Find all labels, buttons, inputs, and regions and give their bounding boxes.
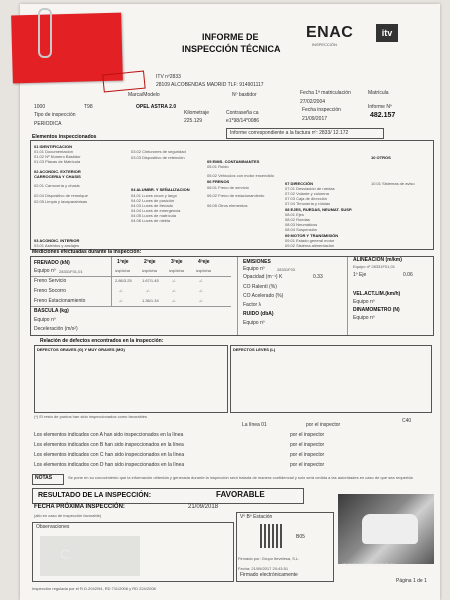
first-reg-date: 27/02/2004 — [300, 99, 326, 105]
result-label: RESULTADO DE LA INSPECCIÓN: — [38, 492, 152, 499]
frenado-equipo-label: Equipo nº — [34, 268, 56, 274]
paper-clip-icon — [38, 8, 52, 58]
vehicle-label-model: Marca/Modelo — [128, 92, 160, 98]
rule — [347, 257, 348, 335]
enac-sub: INSPECCIÓN — [312, 42, 337, 47]
section-title: 07 DIRECCIÓN — [285, 181, 314, 186]
title-line1: INFORME DE — [202, 32, 259, 42]
por-inspector: por el inspector — [290, 452, 325, 458]
section-item: 04.01 Luces cruce y largo — [131, 193, 177, 198]
line1-text: La línea 01 — [242, 422, 267, 428]
dyn-equipo: Equipo nº — [353, 315, 375, 321]
section-item: 08.03 Neumáticos — [285, 222, 318, 227]
emisiones-label: EMISIONES — [243, 259, 271, 265]
section-item: 06.02 Freno de estacionamiento — [207, 193, 265, 198]
station-code: B05 — [296, 534, 305, 540]
brake-val: -/- — [172, 298, 176, 303]
brake-row-label: Freno Socorro — [34, 288, 66, 294]
section-title: 09 MOTOR Y TRANSMISIÓN — [285, 233, 339, 238]
axle-2: 2ºeje — [144, 259, 156, 265]
brake-val: 1.67/1.45 — [142, 278, 159, 283]
line1-inspector: por el inspector — [306, 422, 341, 428]
por-inspector: por el inspector — [290, 432, 325, 438]
red-tag — [11, 13, 123, 84]
inspected-line-a: Los elementos indicados con A han sido inspeccionados en la línea — [34, 432, 184, 438]
ruido-equipo: Equipo nº — [243, 320, 265, 326]
result-value: FAVORABLE — [216, 490, 265, 499]
brake-val: -/- — [172, 278, 176, 283]
section-title: 01 IDENTIFICACION — [34, 144, 73, 149]
signed-label: Firmado electrónicamente — [240, 572, 298, 578]
vehicle-label-first-reg: Fecha 1ª matriculación — [300, 90, 351, 96]
axle-sub: izq/dcha — [142, 268, 157, 273]
emisiones-equipo-label: Equipo nº — [243, 266, 265, 272]
measures-title: Mediciones efectuadas durante la inspección: — [32, 249, 142, 255]
leve-defects-box — [230, 345, 432, 413]
brake-val: 2.86/3.25 — [115, 278, 132, 283]
vehicle-model: OPEL ASTRA 2.0 — [136, 104, 177, 110]
type-value: PERIODICA — [34, 121, 62, 127]
measures-box — [30, 256, 434, 336]
inspected-line-d: Los elementos indicados con D han sido inspeccionados en la línea — [34, 462, 185, 468]
section-title: 02 ACONDIC. EXTERIOR CARROCERIA Y CHASIS — [34, 169, 81, 179]
section-item: 06.01 Freno de servicio — [207, 185, 249, 190]
brake-row-label: Freno Estacionamiento — [34, 298, 86, 304]
section-item: 04.05 Luces de matrícula — [131, 213, 176, 218]
report-number: 482.157 — [370, 112, 396, 119]
vehicle-left-val-2: T98 — [84, 104, 93, 110]
factura-text: Informe correspondiente a la factura nº: 2833/ 12.172 — [230, 130, 349, 136]
axle-3: 3ºeje — [171, 259, 183, 265]
axle-sub: izq/dcha — [115, 268, 130, 273]
section-title: 05 EMIS. CONTAMINANTES — [207, 159, 260, 164]
elements-grid — [30, 140, 434, 250]
section-item: 05.01 Ruido — [207, 164, 229, 169]
next-insp-label: FECHA PRÓXIMA INSPECCIÓN: — [34, 504, 125, 510]
opacidad-label: Opacidad (m⁻¹) K — [243, 274, 283, 280]
favorable-note: (*) El resto de puntos han sido inspeccionados como favorables — [34, 414, 147, 419]
page-number: Página 1 de 1 — [396, 578, 427, 584]
title-line2: INSPECCIÓN TÉCNICA — [182, 44, 281, 54]
eje1-value: 0.06 — [403, 272, 413, 278]
section-item: 04.02 Luces de posición — [131, 198, 175, 203]
section-item: 02.01 Carrocería y chasis — [34, 183, 80, 188]
section-item: 08.02 Ruedas — [285, 217, 310, 222]
station-name: ITV nº2833 — [156, 74, 181, 80]
axle-4: 4ºeje — [198, 259, 210, 265]
contrast-value: e1*98/14*0086 — [226, 118, 260, 124]
car-image — [362, 514, 418, 544]
inspection-report-page — [20, 4, 440, 600]
vehicle-label-vin: Nº bastidor — [232, 92, 257, 98]
vel-label: VEL.ACT.LIM.(km/h) — [353, 291, 401, 297]
next-insp-note: (allo en caso de inspección favorable) — [34, 513, 102, 518]
section-title: 08 EJES, RUEDAS, NEUMAT. SUSP. — [285, 207, 353, 212]
section-title: 06 FRENOS — [207, 179, 230, 184]
bascula-equipo: Equipo nº — [34, 317, 56, 323]
section-item: 03.01 Asientos y anclajes — [34, 243, 80, 248]
vel-equipo: Equipo nº — [353, 299, 375, 305]
eje1-label: 1º Eje — [353, 272, 367, 278]
section-item: 01.03 Placas de Matrícula — [34, 159, 81, 164]
section-item: 03.03 Dispositivo de retención — [131, 155, 185, 160]
por-inspector: por el inspector — [290, 462, 325, 468]
axle-sub: izq/dcha — [169, 268, 184, 273]
insp-date-label: Fecha inspección — [302, 107, 341, 113]
section-item: 06.05 Otros elementos — [207, 203, 248, 208]
inspected-line-b: Los elementos indicados con B han sido inspeccionados en la línea — [34, 442, 184, 448]
section-item: 07.02 Volante y columna — [285, 191, 329, 196]
co-ralenti-label: CO Ralentí (%) — [243, 284, 277, 290]
dyn-label: DINAMOMETRO (N) — [353, 307, 400, 313]
axle-1: 1ºeje — [117, 259, 129, 265]
alineacion-equipo: Equipo nº 28331F01,01 — [353, 264, 395, 269]
contrast-label: Contraseña ca — [226, 110, 259, 116]
section-item: 04.04 Luces de emergencia — [131, 208, 181, 213]
inspected-line-c: Los elementos indicados con C han sido inspeccionados en la línea — [34, 452, 185, 458]
decel-label: Deceleración (m/s²) — [34, 326, 78, 332]
section-item: 09.02 Sistema alimentación — [285, 243, 335, 248]
rule — [237, 257, 238, 335]
section-item: 04.06 Luces de niebla — [131, 218, 171, 223]
grave-defects-box — [34, 345, 228, 413]
signed-date: Fecha: 21/09/2017 20:43:51 — [238, 566, 289, 571]
station-label: Vº Bº Estación — [240, 514, 273, 520]
itv-logo: itv — [376, 24, 398, 42]
leve-label: DEFECTOS LEVES (L) — [233, 347, 276, 352]
km-label: Kilometraje — [184, 110, 210, 116]
axle-sub: izq/dcha — [196, 268, 211, 273]
section-item: 07.04 Timonería y rótulas — [285, 201, 331, 206]
station-address: 28109 ALCOBENDAS MADRID TLF: 914901117 — [156, 82, 264, 88]
brake-val: -/- — [146, 288, 150, 293]
section-item: 02.05 Limpia y lavaparabrisas — [34, 199, 88, 204]
signed-by: Firmado por: Grupo Itevelesa, S.L. — [238, 556, 300, 561]
footer-text: Inspección regulada por el R.D.2042/94, RD 711/2006 y RD 224/2008 — [32, 586, 156, 591]
brake-val: 1.36/1.34 — [142, 298, 159, 303]
frenado-label: FRENADO (kN) — [34, 260, 70, 266]
section-item: 07.03 Caja de dirección — [285, 196, 328, 201]
elements-title: Elementos inspeccionados — [32, 134, 97, 140]
shadow-overlay — [40, 536, 140, 576]
vehicle-left-val-1: 1000 — [34, 104, 46, 110]
factor-label: Factor λ — [243, 302, 262, 308]
line1-code: C40 — [402, 418, 412, 424]
km-value: 225.129 — [184, 118, 203, 124]
section-item: 09.01 Estado general motor — [285, 238, 335, 243]
section-item: 02.04 Dispositivo de remolque — [34, 193, 88, 198]
frenado-equipo: 28331F01,01 — [59, 269, 83, 274]
brake-val: -/- — [199, 288, 203, 293]
report-label: Informe Nº — [368, 104, 392, 110]
brake-val: -/- — [119, 298, 123, 303]
notas-label: NOTAS — [35, 475, 53, 481]
notas-text: Se pone en su conocimiento que la información obtenida y generada durante la inspección será tratada de manera confidencial y solo será cedida a las autoridades en caso de que sea requerida — [68, 475, 413, 480]
brake-row-label: Freno Servicio — [34, 278, 67, 284]
brake-val: -/- — [172, 288, 176, 293]
defects-title: Relación de defectos encontrados en la inspección: — [40, 338, 164, 344]
section-item: 01.01 Documentación — [34, 149, 73, 154]
section-item: 03.02 Cinturones de seguridad — [131, 149, 186, 154]
next-insp-date: 21/09/2018 — [188, 504, 219, 510]
brake-val: -/- — [199, 298, 203, 303]
bascula-label: BASCULA (kg) — [34, 308, 69, 314]
section-item: 05.02 Vehículos con motor encendido — [207, 173, 274, 178]
enac-logo: ENAC — [306, 24, 354, 41]
handwritten-mark: C. — [60, 546, 74, 562]
type-label: Tipo de inspección — [34, 112, 76, 118]
section-title: 03 ACONDIC. INTERIOR — [34, 238, 80, 243]
qr-code-icon — [260, 524, 284, 548]
alineacion-label: ALINEACION (m/km) — [353, 257, 402, 263]
section-item: 04.03 Luces de frenado — [131, 203, 174, 208]
grave-label: DEFECTOS GRAVES (G) Y MUY GRAVES (MG) — [37, 347, 125, 352]
brake-val: -/- — [119, 288, 123, 293]
section-item: 10.01 Sistemas de aviso — [371, 181, 415, 186]
vehicle-label-plate: Matrícula — [368, 90, 389, 96]
brake-val: -/- — [199, 278, 203, 283]
section-item: 08.01 Ejes — [285, 212, 304, 217]
obs-label: Observaciones — [36, 524, 70, 530]
rule — [31, 306, 231, 307]
ruido-label: RUIDO (dbA) — [243, 311, 274, 317]
rule — [31, 276, 231, 277]
section-item: 08.04 Suspensión — [285, 227, 318, 232]
section-item: 01.02 Nº Número Bastidor — [34, 154, 81, 159]
rule — [111, 257, 112, 306]
insp-date: 21/09/2017 — [302, 116, 328, 122]
por-inspector: por el inspector — [290, 442, 325, 448]
co-acel-label: CO Acelerado (%) — [243, 293, 284, 299]
section-item: 07.01 Desviación de ruedas — [285, 186, 335, 191]
photo-caption: ITV2833 21/09/2017 20:36:19 — [342, 562, 395, 567]
section-title: 04 ALUMBR. Y SEÑALIZACION — [131, 187, 190, 192]
section-title: 10 OTROS — [371, 155, 391, 160]
emisiones-equipo: 28331F03 — [277, 267, 296, 272]
opacidad-value: 0.33 — [313, 274, 323, 280]
